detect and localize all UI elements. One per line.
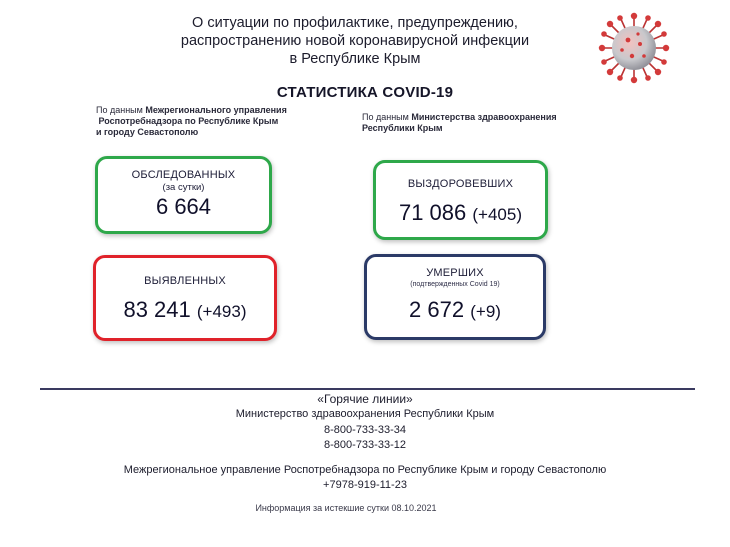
hotlines-phone-2: 8-800-733-33-12	[324, 439, 406, 451]
separator-line	[40, 388, 695, 390]
header-line-3: в Республике Крым	[289, 51, 421, 67]
detected-delta: (+493)	[196, 302, 247, 321]
detected-label: ВЫЯВЛЕННЫХ	[144, 275, 226, 287]
detected-value: 83 241	[123, 297, 191, 322]
page-title: СТАТИСТИКА COVID-19	[276, 84, 454, 101]
source-right-prefix: По данным	[362, 112, 409, 122]
source-right-org-2: Республики Крым	[362, 123, 443, 133]
examined-card	[95, 156, 272, 234]
recovered-card	[373, 160, 548, 240]
page-header	[120, 14, 590, 68]
deaths-value: 2 672	[409, 297, 465, 322]
hotlines-phone-3: +7978-919-11-23	[323, 479, 407, 491]
detected-card	[93, 255, 277, 341]
source-left-org-1: Межрегионального управления	[145, 105, 287, 115]
source-left-org-2: Роспотребнадзора по Республике Крым	[98, 116, 279, 126]
deaths-card	[364, 254, 546, 340]
source-right-org-1: Министерства здравоохранения	[411, 112, 557, 122]
hotlines-title: «Горячие линии»	[317, 392, 413, 406]
deaths-sublabel: (подтвержденных Covid 19)	[410, 281, 500, 288]
hotlines-phone-1: 8-800-733-33-34	[324, 424, 406, 436]
coronavirus-icon	[598, 12, 670, 84]
deaths-delta: (+9)	[470, 302, 501, 321]
hotlines-rospotreb: Межрегиональное управление Роспотребнадзора по Республике Крым и городу Севастополю	[123, 464, 607, 476]
source-left-prefix: По данным	[96, 105, 143, 115]
recovered-delta: (+405)	[472, 205, 523, 224]
header-line-2: распространению новой коронавирусной инфекции	[180, 33, 530, 49]
source-right	[362, 112, 582, 134]
examined-sublabel: (за сутки)	[162, 182, 205, 193]
deaths-label: УМЕРШИХ	[426, 267, 484, 279]
source-left	[96, 105, 336, 138]
header-line-1: О ситуации по профилактике, предупреждению,	[192, 15, 518, 31]
examined-label: ОБСЛЕДОВАННЫХ	[131, 169, 236, 181]
recovered-label: ВЫЗДОРОВЕВШИХ	[407, 178, 514, 190]
recovered-value: 71 086	[398, 200, 467, 225]
hotlines-ministry: Министерство здравоохранения Республики Крым	[235, 408, 495, 420]
source-left-org-3: и городу Севастополю	[96, 127, 199, 137]
info-date-note: Информация за истекшие сутки 08.10.2021	[255, 503, 437, 513]
examined-value: 6 664	[155, 194, 212, 219]
